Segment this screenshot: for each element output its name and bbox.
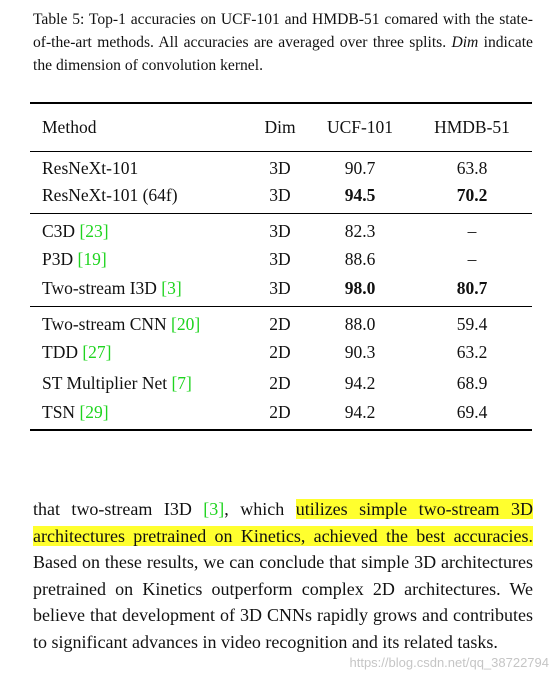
cell-ucf101: 88.0 bbox=[344, 314, 376, 335]
table-group-2d-methods bbox=[30, 306, 532, 430]
cell-ucf101: 98.0 bbox=[344, 277, 376, 298]
method-citation[interactable]: [7] bbox=[171, 373, 192, 393]
watermark: https://blog.csdn.net/qq_38722794 bbox=[349, 655, 549, 670]
cell-ucf101: 82.3 bbox=[344, 221, 376, 242]
method-name: ResNeXt-101 bbox=[42, 158, 139, 179]
method-name: Two-stream CNN bbox=[42, 314, 172, 335]
paragraph-text: that two-stream I3D bbox=[33, 499, 204, 519]
cell-dim: 2D bbox=[269, 342, 291, 362]
method-citation[interactable]: [3] bbox=[161, 277, 182, 298]
cell-hmdb51: 80.7 bbox=[456, 277, 488, 298]
header-dim: Dim bbox=[264, 116, 296, 137]
method-citation[interactable]: [29] bbox=[79, 401, 109, 422]
paragraph-text: , which bbox=[224, 499, 296, 519]
table-row bbox=[30, 275, 532, 306]
cell-method bbox=[30, 244, 252, 275]
header-ucf101: UCF-101 bbox=[326, 116, 394, 137]
cell-dim: 3D bbox=[269, 184, 291, 205]
method-name: ST Multiplier Net bbox=[42, 373, 172, 393]
method-citation[interactable]: [23] bbox=[79, 221, 109, 242]
cell-dim: 3D bbox=[269, 277, 291, 298]
table-header-row bbox=[30, 103, 532, 151]
results-table bbox=[30, 102, 532, 431]
cell-method bbox=[30, 399, 252, 430]
table-row bbox=[30, 337, 532, 368]
cell-hmdb51: 69.4 bbox=[456, 401, 488, 422]
header-hmdb51: HMDB-51 bbox=[434, 116, 510, 137]
cell-dim: 3D bbox=[269, 221, 291, 242]
cell-hmdb51: 63.2 bbox=[456, 342, 488, 362]
cell-method bbox=[30, 213, 252, 244]
method-name: TDD bbox=[42, 342, 83, 362]
body-paragraph bbox=[33, 496, 533, 655]
cell-ucf101: 90.3 bbox=[344, 342, 376, 362]
table-row bbox=[30, 399, 532, 430]
cell-method bbox=[30, 182, 252, 213]
table-row bbox=[30, 213, 532, 244]
table-row bbox=[30, 306, 532, 337]
method-name: TSN bbox=[42, 401, 80, 422]
cell-hmdb51: – bbox=[467, 221, 477, 242]
table-group-3d-methods bbox=[30, 213, 532, 306]
table-group-ours bbox=[30, 151, 532, 213]
method-citation[interactable]: [20] bbox=[171, 314, 201, 335]
cell-method bbox=[30, 368, 252, 399]
table-row bbox=[30, 244, 532, 275]
method-name: ResNeXt-101 (64f) bbox=[42, 184, 178, 205]
cell-method bbox=[30, 275, 252, 306]
cell-ucf101: 90.7 bbox=[344, 158, 376, 179]
cell-ucf101: 88.6 bbox=[344, 249, 376, 269]
cell-hmdb51: 59.4 bbox=[456, 314, 488, 335]
cell-ucf101: 94.5 bbox=[344, 184, 376, 205]
cell-hmdb51: 68.9 bbox=[456, 373, 488, 393]
header-method: Method bbox=[42, 116, 97, 137]
highlighted-text: utilizes simple two-stream 3D architectures pretrained on Kinetics, achieved the best accuracies. bbox=[33, 499, 533, 546]
table-row bbox=[30, 151, 532, 182]
method-name: P3D bbox=[42, 249, 78, 269]
table-row bbox=[30, 182, 532, 213]
caption-text: Top-1 accuracies on UCF-101 and HMDB-51 comared with the state-of-the-art methods. All accuracies are averaged over three splits. bbox=[33, 11, 534, 51]
cell-dim: 3D bbox=[269, 249, 291, 269]
method-citation[interactable]: [27] bbox=[82, 342, 112, 362]
method-name: Two-stream I3D bbox=[42, 277, 162, 298]
caption-text-end: indicate the dimension of convolution kernel. bbox=[33, 34, 533, 74]
method-name: C3D bbox=[42, 221, 80, 242]
cell-method bbox=[30, 151, 252, 182]
table-row bbox=[30, 368, 532, 399]
cell-method bbox=[30, 306, 252, 337]
cell-hmdb51: 63.8 bbox=[456, 158, 488, 179]
caption-dim-term: Dim bbox=[451, 34, 479, 51]
cell-ucf101: 94.2 bbox=[344, 373, 376, 393]
table-caption bbox=[33, 8, 533, 77]
cell-dim: 3D bbox=[269, 158, 291, 179]
paragraph-text: Based on these results, we can conclude that simple 3D architectures pretrained on Kinetics outperform complex 2D architectures. We believe that development of 3D CNNs rapidly grows and contributes to significant advances in video recognition and its related tasks. bbox=[33, 552, 533, 652]
cell-ucf101: 94.2 bbox=[344, 401, 376, 422]
cell-dim: 2D bbox=[269, 373, 291, 393]
method-citation[interactable]: [19] bbox=[77, 249, 107, 269]
cell-method bbox=[30, 337, 252, 368]
cell-dim: 2D bbox=[269, 314, 291, 335]
cell-dim: 2D bbox=[269, 401, 291, 422]
caption-label: Table 5: bbox=[33, 11, 85, 28]
paragraph-citation[interactable]: [3] bbox=[203, 499, 225, 519]
cell-hmdb51: 70.2 bbox=[456, 184, 488, 205]
cell-hmdb51: – bbox=[467, 249, 477, 269]
